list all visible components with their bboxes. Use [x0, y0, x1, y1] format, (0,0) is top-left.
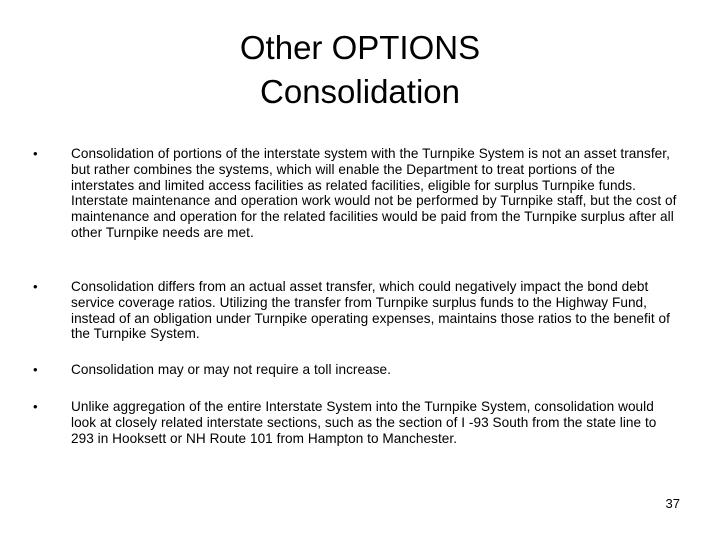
bullet-dot-icon: • — [33, 146, 38, 161]
slide-title — [60, 26, 660, 114]
bullet-dot-icon: • — [33, 362, 38, 377]
bullet-text-4: Unlike aggregation of the entire Interstate System into the Turnpike System, consolidation would look at closely related interstate sections, such as the section of I -93 South from the state line to 293 in Hooksett or NH Route 101 from Hampton to Manchester. — [71, 399, 657, 446]
bullet-dot-icon: • — [33, 279, 38, 294]
bullet-dot-icon: • — [33, 399, 38, 414]
page-number: 37 — [665, 496, 680, 511]
bullet-text-2: Consolidation differs from an actual asset transfer, which could negatively impact the bond debt service coverage ratios. Utilizing the transfer from Turnpike surplus funds to the Highway Fund, instead of an obligation under Turnpike operating expenses, maintains those ratios to the benefit of the Turnpike System. — [71, 279, 670, 342]
slide-title-line-1: Other OPTIONS — [239, 29, 481, 66]
bullet-text-1: Consolidation of portions of the interstate system with the Turnpike System is not an asset transfer, but rather combines the systems, which will enable the Department to treat portions of the interstates and limited access facilities as related facilities, eligible for surplus Turnpike funds. Interstate maintenance and operation work would not be performed by Turnpike staff, but the cost of maintenance and operation for the related facilities would be paid from the Turnpike surplus after all other Turnpike needs are met. — [71, 146, 677, 240]
slide-title-line-2: Consolidation — [260, 73, 460, 110]
bullet-text-3: Consolidation may or may not require a toll increase. — [71, 362, 391, 377]
